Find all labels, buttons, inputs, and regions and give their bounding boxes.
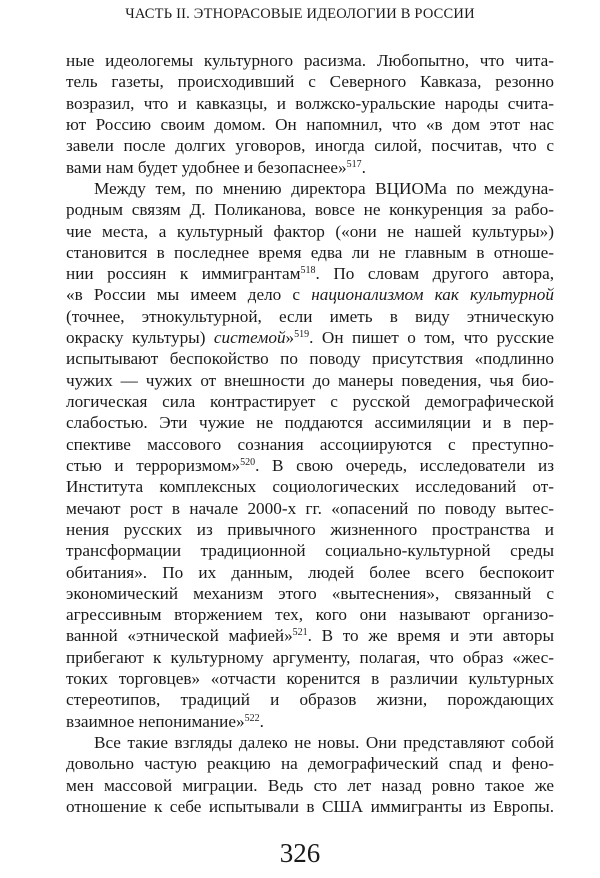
text-line: [66, 263, 554, 284]
text-run: родным связям Д. Поликанова, вовсе не конкуренция за рабо-: [66, 200, 554, 220]
text-run: . В свою очередь, исследователи из: [255, 455, 554, 475]
text-line: [66, 178, 554, 199]
text-line: [66, 775, 554, 796]
text-run: стью и терроризмом»: [66, 455, 241, 475]
page-number: 326: [279, 838, 321, 868]
text-line: [66, 711, 554, 732]
text-run: . Он пишет о том, что русские: [309, 328, 554, 348]
text-line: [66, 689, 554, 710]
text-run: спективе массового сознания ассоциируются с преступно-: [66, 434, 554, 454]
text-run: слабостью. Эти чужие не поддаются ассимиляции и в пер-: [66, 413, 554, 433]
text-run: чужих — чужих от внешности до манеры поведения, чья био-: [66, 370, 554, 390]
text-run: .: [361, 157, 366, 177]
text-run: Между тем, по мнению директора ВЦИОМа по междуна-: [94, 178, 554, 198]
text-line: [66, 732, 554, 753]
footnote-ref: 517: [346, 158, 362, 170]
text-run: токих торговцев» «отчасти коренится в различии культурных: [66, 669, 554, 689]
text-line: [66, 476, 554, 497]
text-run: »: [285, 328, 295, 348]
text-run: агрессивным вторжением тех, кого они называют организо-: [66, 605, 554, 625]
text-line: [66, 625, 554, 646]
text-line: [66, 284, 554, 305]
text-run: отношение к себе испытывали в США иммигранты из Европы.: [66, 796, 554, 816]
text-line: [66, 434, 554, 455]
text-line: [66, 540, 554, 561]
text-line: [66, 562, 554, 583]
text-line: [66, 796, 554, 817]
text-line: [66, 647, 554, 668]
text-run: логическая сила контрастирует с русской демографической: [66, 392, 554, 411]
text-run: (точнее, этнокультурной, если иметь в виду этническую: [66, 306, 554, 326]
text-line: [66, 199, 554, 220]
italic-text: национализмом как культурной: [311, 285, 554, 305]
text-run: прибегают к культурному аргументу, полагая, что образ «жес-: [66, 647, 554, 667]
text-run: взаимное непонимание»: [66, 711, 245, 731]
text-run: окраску культуры): [66, 328, 214, 348]
text-line: [66, 135, 554, 156]
text-line: [66, 157, 554, 178]
text-run: ванной «этнической мафией»: [66, 626, 293, 646]
text-line: [66, 114, 554, 135]
text-run: .: [259, 711, 264, 731]
text-run: нии россиян к иммигрантам: [66, 264, 301, 284]
text-run: ют Россию своим домом. Он напомнил, что «в дом этот нас: [66, 114, 554, 134]
text-line: [66, 391, 554, 412]
text-run: . По словам другого автора,: [315, 264, 554, 284]
text-run: испытывают беспокойство по поводу присутствия «подлинно: [66, 349, 554, 369]
body-text: [66, 50, 554, 817]
text-line: [66, 242, 554, 263]
text-line: [66, 455, 554, 476]
text-run: ные идеологемы культурного расизма. Любопытно, что чита-: [66, 51, 554, 70]
text-run: мечают рост в начале 2000-х гг. «опасений по поводу вытес-: [66, 498, 554, 518]
footnote-ref: 518: [300, 265, 316, 277]
text-line: [66, 519, 554, 540]
text-run: довольно частую реакцию на демографический спад и фено-: [66, 754, 554, 774]
text-line: [66, 71, 554, 92]
footnote-ref: 519: [294, 329, 310, 341]
text-run: стереотипов, традиций и образов жизни, порождающих: [66, 690, 554, 710]
text-run: Все такие взгляды далеко не новы. Они представляют собой: [94, 733, 554, 752]
text-run: вами нам будет удобнее и безопаснее»: [66, 157, 347, 177]
text-line: [66, 583, 554, 604]
text-run: «в России мы имеем дело с: [66, 285, 312, 305]
italic-text: системой: [213, 328, 286, 348]
text-line: [66, 498, 554, 519]
text-run: чие места, а культурный фактор («они не нашей культуры»): [66, 221, 554, 241]
text-line: [66, 668, 554, 689]
text-line: [66, 93, 554, 114]
running-header: ЧАСТЬ II. ЭТНОРАСОВЫЕ ИДЕОЛОГИИ В РОССИИ: [125, 6, 475, 22]
text-line: [66, 604, 554, 625]
text-run: тель газеты, происходивший с Северного Кавказа, резонно: [66, 72, 554, 92]
text-run: нения русских из привычного жизненного пространства и: [66, 519, 554, 539]
text-line: [66, 221, 554, 242]
footnote-ref: 521: [292, 627, 308, 639]
text-run: становится в последнее время едва ли не главным в отноше-: [66, 242, 554, 262]
text-line: [66, 50, 554, 71]
text-line: [66, 306, 554, 327]
text-run: трансформации традиционной социально-культурной среды: [66, 541, 554, 561]
text-line: [66, 412, 554, 433]
text-line: [66, 327, 554, 348]
text-run: мен массовой миграции. Ведь сто лет назад ровно такое же: [66, 775, 554, 795]
text-line: [66, 753, 554, 774]
text-run: Института комплексных социологических исследований от-: [66, 477, 554, 497]
text-line: [66, 348, 554, 369]
text-run: экономический механизм этого «вытеснения», связанный с: [66, 583, 554, 603]
text-line: [66, 370, 554, 391]
footnote-ref: 520: [240, 456, 256, 468]
text-run: обитания». По их данным, людей более всего беспокоит: [66, 562, 554, 582]
footnote-ref: 522: [244, 712, 260, 724]
text-run: возразил, что и кавказцы, и волжско-уральские народы счита-: [66, 93, 554, 113]
text-run: . В то же время и эти авторы: [307, 626, 555, 646]
text-run: завели после долгих уговоров, иногда силой, посчитав, что с: [66, 136, 554, 156]
